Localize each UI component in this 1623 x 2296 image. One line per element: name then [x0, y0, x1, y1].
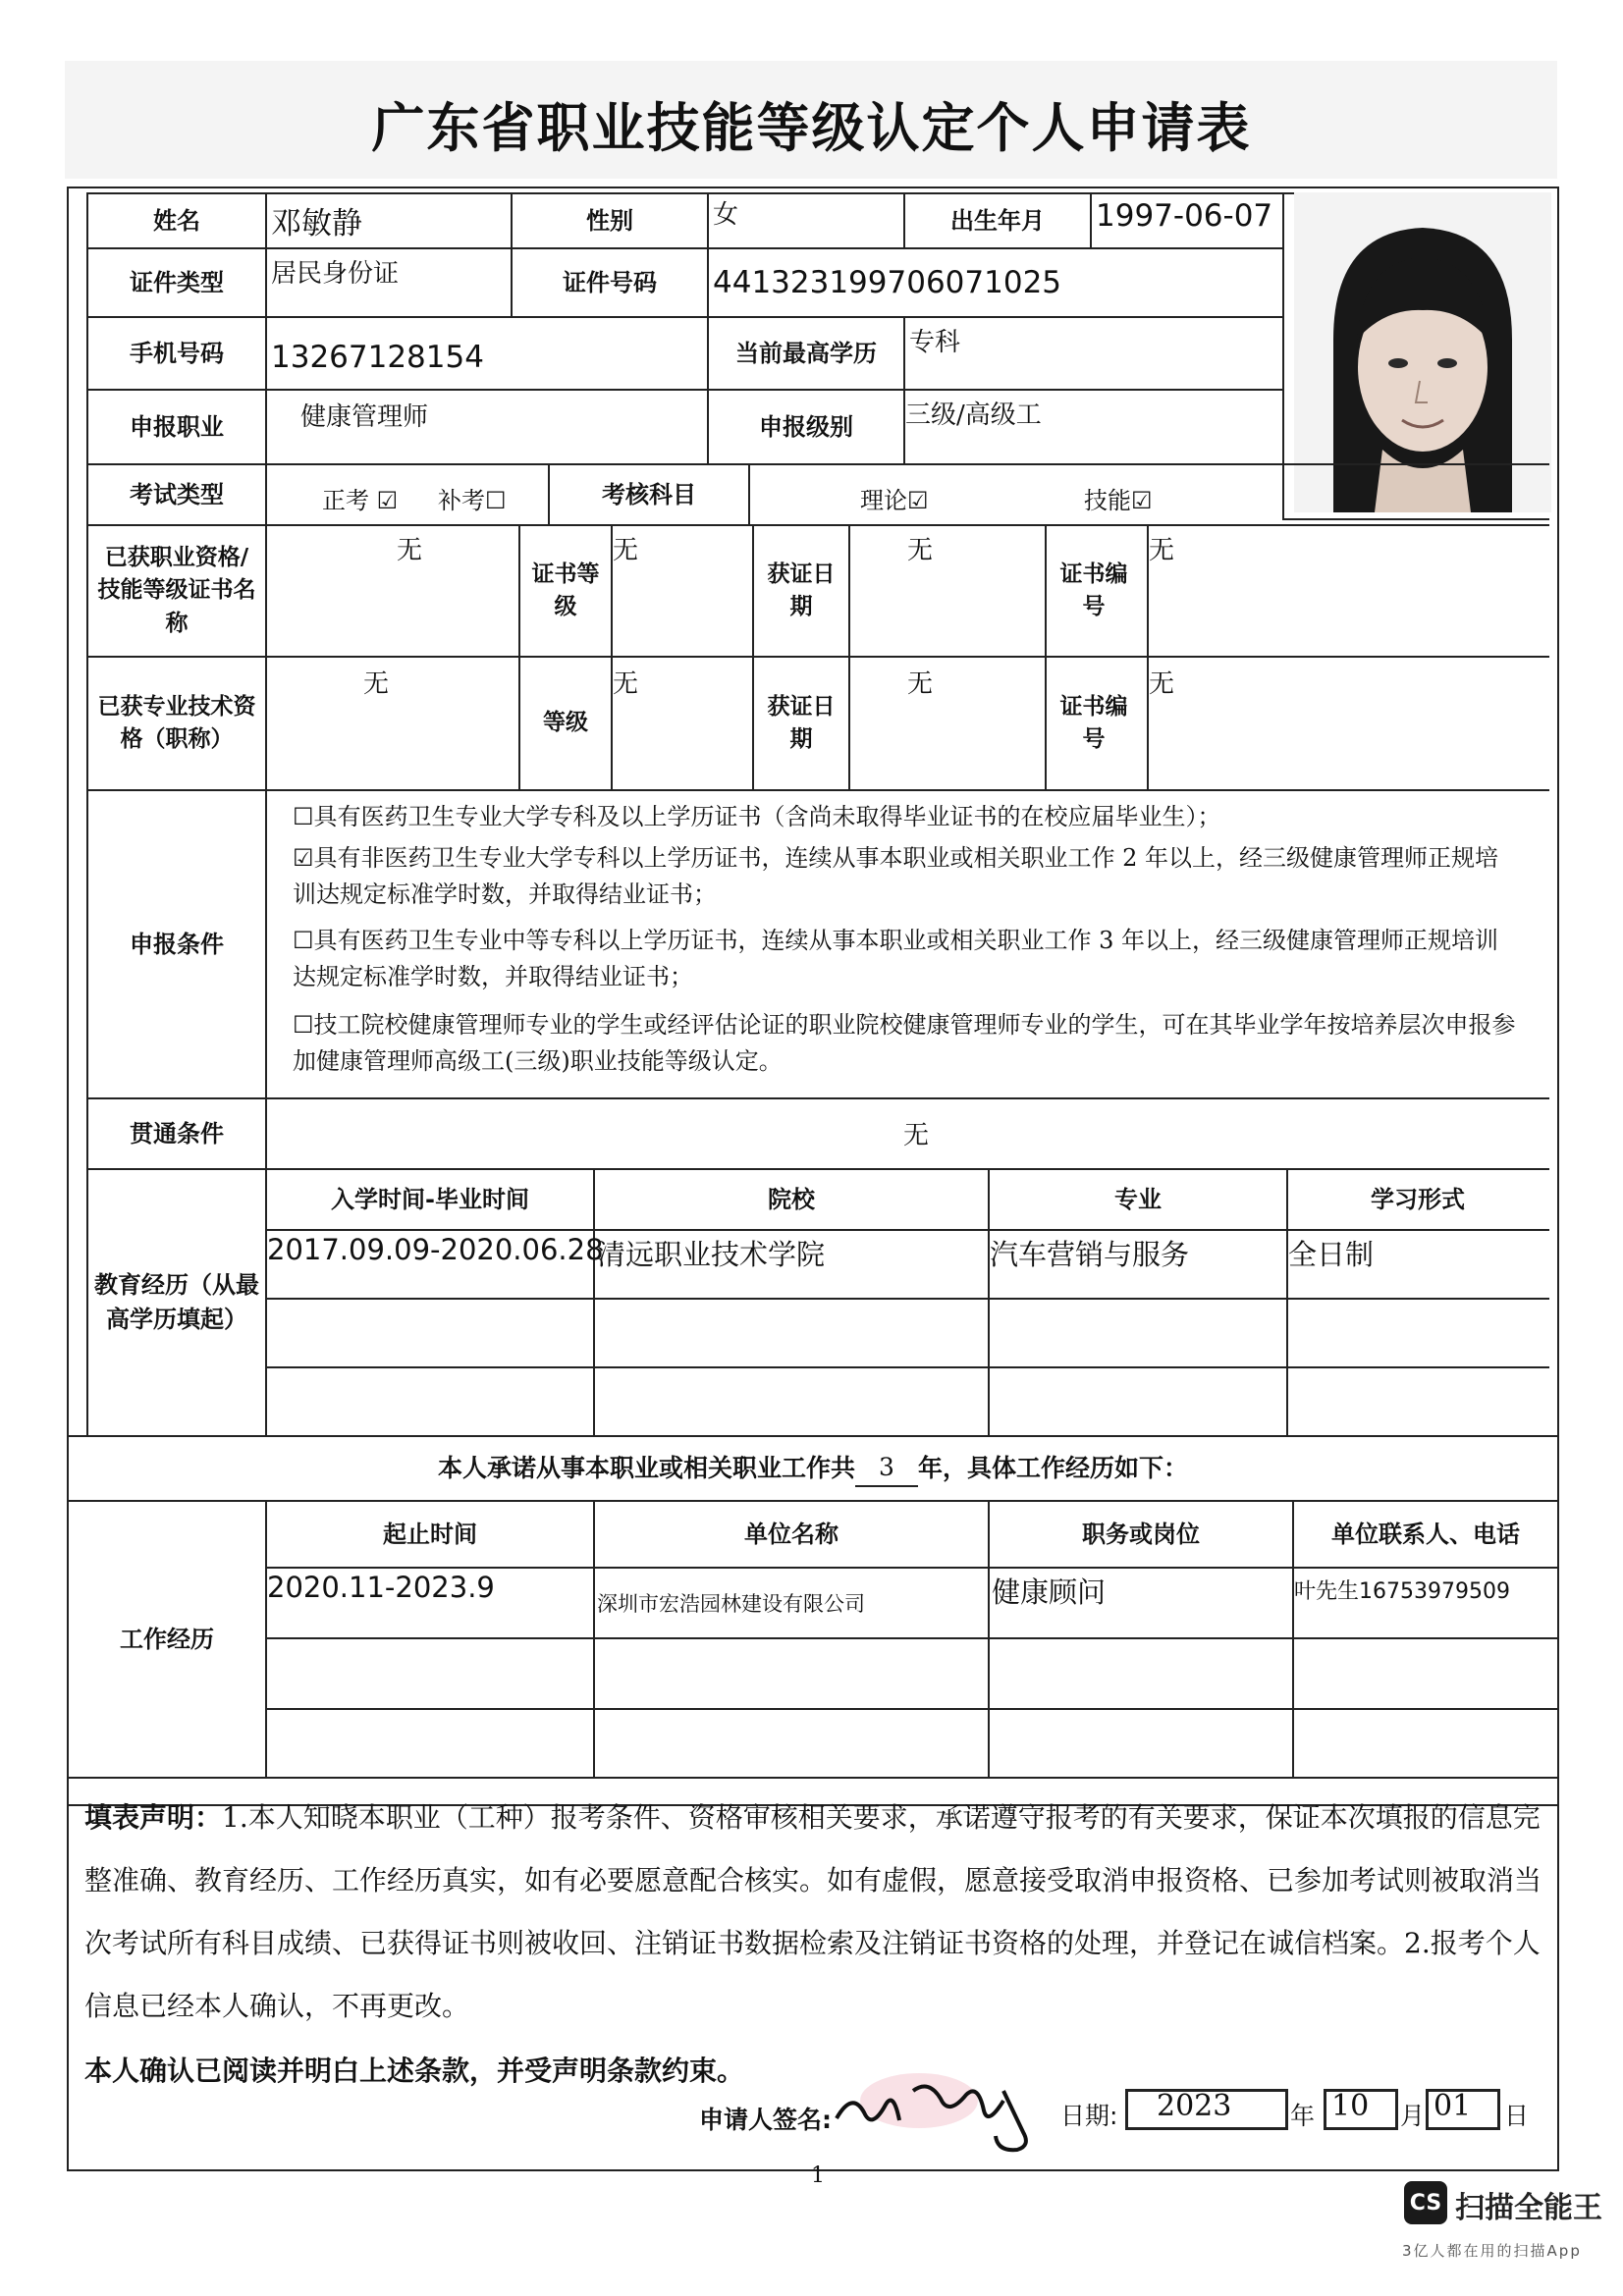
work-row-period: 2020.11-2023.9 [267, 1571, 495, 1604]
id-type-value: 居民身份证 [271, 259, 400, 289]
prof-title-value: 无 [363, 669, 390, 699]
signature-area[interactable] [831, 2061, 1056, 2160]
makeup-exam-checkbox[interactable]: 补考☐ [438, 487, 507, 514]
date-label: 日期: [1060, 2102, 1118, 2130]
declaration-text [84, 1787, 1547, 2038]
phone-label: 手机号码 [130, 339, 224, 367]
table-cell [988, 1637, 1294, 1710]
work-header-contact: 单位联系人、电话 [1331, 1520, 1520, 1548]
education-value: 专科 [909, 328, 961, 357]
date-month-label: 月 [1400, 2102, 1426, 2130]
table-cell [593, 1637, 990, 1710]
occupation-label: 申报职业 [130, 412, 224, 441]
condition-item-3[interactable]: ☐具有医药卫生专业中等专科以上学历证书，连续从事本职业或相关职业工作 3 年以上，经三级健康管理师正规培训达规定标准学时数，并取得结业证书； [293, 927, 1499, 991]
qual-cert-value-cell [265, 524, 520, 658]
table-cell [988, 1366, 1288, 1437]
work-header-position: 职务或岗位 [1082, 1520, 1200, 1548]
date-year: 2023 [1157, 2089, 1232, 2123]
qual-level-value: 无 [613, 536, 639, 565]
name-value: 邓敏静 [271, 206, 362, 241]
table-cell [593, 1366, 990, 1437]
name-label: 姓名 [153, 206, 200, 235]
prof-date-value-cell [848, 656, 1047, 791]
declaration-heading: 填表声明： [84, 1801, 223, 1834]
education-label: 当前最高学历 [735, 339, 877, 367]
theory-checkbox[interactable]: 理论☑ [860, 487, 929, 514]
table-cell [265, 1298, 595, 1368]
table-cell [593, 1298, 990, 1368]
regular-exam-checkbox[interactable]: 正考 ☑ [322, 487, 399, 514]
table-cell [1292, 1708, 1559, 1779]
signature-label: 申请人签名: [699, 2106, 832, 2134]
id-number-value: 441323199706071025 [713, 265, 1062, 300]
exam-type-options-cell [265, 463, 550, 526]
qual-no-value-cell [1147, 524, 1549, 658]
occupation-value: 健康管理师 [300, 402, 429, 432]
commitment-after: 年，具体工作经历如下： [918, 1453, 1189, 1482]
work-row-contact: 叶先生16753979509 [1294, 1579, 1510, 1604]
qual-cert-value: 无 [397, 536, 423, 565]
camscanner-tagline: 3亿人都在用的扫描App [1402, 2242, 1582, 2260]
camscanner-logo-icon: CS [1404, 2181, 1447, 2224]
work-row-company: 深圳市宏浩园林建设有限公司 [597, 1592, 865, 1616]
qual-no-value: 无 [1149, 536, 1175, 565]
work-commitment [67, 1435, 1559, 1502]
edu-row-mode: 全日制 [1288, 1238, 1375, 1271]
qual-date-value-cell [848, 524, 1047, 658]
commitment-years: 3 [855, 1450, 918, 1487]
condition-item-2[interactable]: ☑具有非医药卫生专业大学专科以上学历证书，连续从事本职业或相关职业工作 2 年以上，经三级健康管理师正规培训达规定标准学时数，并取得结业证书； [293, 844, 1499, 909]
prof-no-value: 无 [1149, 669, 1175, 699]
table-cell [265, 1366, 595, 1437]
gender-value: 女 [713, 200, 739, 230]
edu-row-school: 清远职业技术学院 [597, 1238, 826, 1271]
work-header-company: 单位名称 [744, 1520, 839, 1548]
birth-label: 出生年月 [950, 206, 1045, 235]
declaration-confirm: 本人确认已阅读并明白上述条款，并受声明条款约束。 [84, 2055, 745, 2087]
date-month: 10 [1331, 2089, 1370, 2123]
table-cell [593, 1708, 990, 1779]
qual-level-label: 证书等级 [531, 561, 600, 619]
level-value: 三级/高级工 [905, 400, 1042, 430]
birth-value: 1997-06-07 [1096, 198, 1273, 234]
id-type-label: 证件类型 [130, 268, 224, 296]
level-label: 申报级别 [759, 412, 853, 441]
table-cell [1292, 1637, 1559, 1710]
prof-date-value: 无 [907, 669, 934, 699]
pass-through-label: 贯通条件 [130, 1119, 224, 1148]
table-cell [1286, 1366, 1549, 1437]
phone-value: 13267128154 [271, 340, 484, 375]
edu-label: 教育经历（从最高学历填起） [94, 1271, 259, 1333]
edu-header-mode: 学习形式 [1371, 1185, 1465, 1213]
edu-row-period: 2017.09.09-2020.06.28 [267, 1233, 604, 1266]
prof-no-value-cell [1147, 656, 1549, 791]
prof-date-label: 获证日期 [767, 693, 836, 752]
table-cell [1286, 1298, 1549, 1368]
camscanner-name: 扫描全能王 [1455, 2191, 1602, 2225]
prof-no-label: 证书编号 [1059, 693, 1128, 752]
table-cell [988, 1298, 1288, 1368]
declaration-body: 1.本人知晓本职业（工种）报考条件、资格审核相关要求，承诺遵守报考的有关要求，保证本次填报的信息完整准确、教育经历、工作经历真实，如有必要愿意配合核实。如有虚假，愿意接受取消申报资格、已参加考试则被取消当次考试所有科目成绩、已获得证书则被收回、注销证书数据检索及注销证书资格的处理，并登记在诚信档案。2.报考个人信息已经本人确认，不再更改。 [84, 1801, 1542, 2022]
edu-row-major: 汽车营销与服务 [990, 1238, 1190, 1271]
commitment-before: 本人承诺从事本职业或相关职业工作共 [437, 1453, 855, 1482]
condition-item-1[interactable]: ☐具有医药卫生专业大学专科及以上学历证书（含尚未取得毕业证书的在校应届毕业生）； [293, 803, 1221, 830]
id-number-label: 证件号码 [563, 268, 657, 296]
qual-date-label: 获证日期 [767, 561, 836, 619]
form-title: 广东省职业技能等级认定个人申请表 [371, 97, 1252, 159]
date-day-label: 日 [1504, 2102, 1530, 2130]
prof-grade-label: 等级 [543, 710, 588, 736]
table-cell [988, 1708, 1294, 1779]
skill-checkbox[interactable]: 技能☑ [1084, 487, 1153, 514]
edu-header-period: 入学时间-毕业时间 [331, 1185, 529, 1213]
work-label: 工作经历 [120, 1625, 214, 1653]
subject-label: 考核科目 [602, 480, 696, 508]
qual-no-label: 证书编号 [1059, 561, 1128, 619]
prof-grade-value: 无 [613, 669, 639, 699]
pass-through-value: 无 [903, 1121, 930, 1150]
exam-type-label: 考试类型 [130, 480, 224, 508]
prof-title-value-cell [265, 656, 520, 791]
work-header-period: 起止时间 [383, 1520, 477, 1548]
conditions-label: 申报条件 [130, 930, 224, 958]
table-cell [265, 1637, 595, 1710]
edu-header-major: 专业 [1114, 1185, 1162, 1213]
page-number: 1 [811, 2163, 825, 2188]
signature-image [831, 2061, 1056, 2160]
qual-cert-label: 已获职业资格/技能等级证书名称 [97, 544, 256, 636]
table-cell [265, 1708, 595, 1779]
work-row-position: 健康顾问 [992, 1575, 1107, 1609]
prof-title-label: 已获专业技术资格（职称） [97, 693, 256, 752]
date-day: 01 [1434, 2089, 1472, 2123]
gender-label: 性别 [586, 206, 633, 235]
qual-date-value: 无 [907, 536, 934, 565]
condition-item-4[interactable]: ☐技工院校健康管理师专业的学生或经评估论证的职业院校健康管理师专业的学生，可在其毕业学年按培养层次申报参加健康管理师高级工(三级)职业技能等级认定。 [293, 1011, 1516, 1076]
education-value-cell [903, 316, 1284, 391]
date-year-label: 年 [1290, 2102, 1316, 2130]
edu-header-school: 院校 [768, 1185, 815, 1213]
